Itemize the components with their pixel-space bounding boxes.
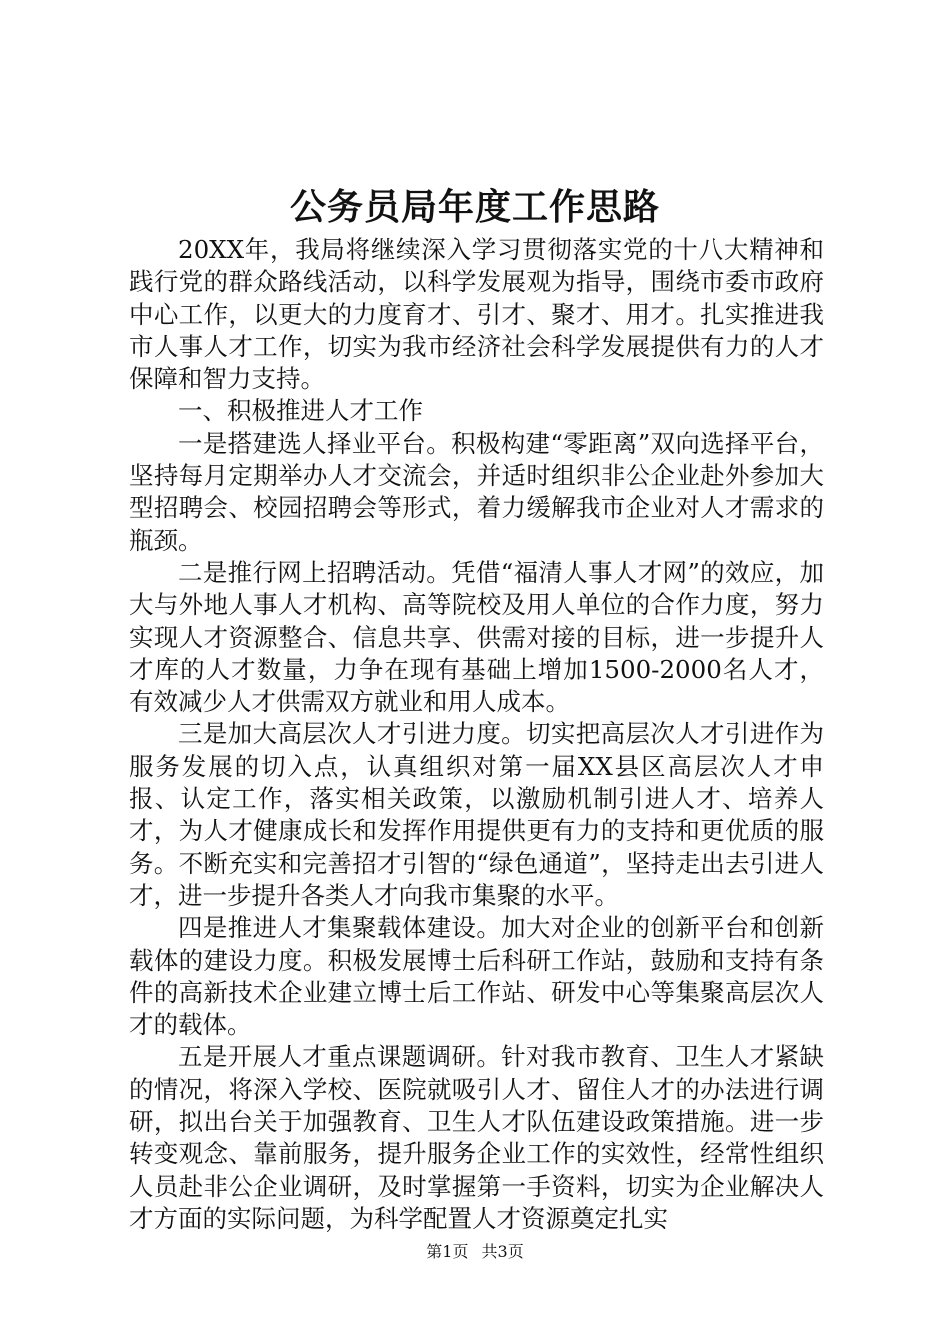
paragraph-item-2: 二是推行网上招聘活动。凭借“福清人事人才网”的效应，加大与外地人事人才机构、高等院校及用人单位的合作力度，努力实现人才资源整合、信息共享、供需对接的目标，进一步提升人才库的人才数量，力争在现有基础上增加1500-2000名人才，有效减少人才供需双方就业和用人成本。 [129, 557, 824, 717]
paragraph-item-4: 四是推进人才集聚载体建设。加大对企业的创新平台和创新载体的建设力度。积极发展博士后科研工作站，鼓励和支持有条件的高新技术企业建立博士后工作站、研发中心等集聚高层次人才的载体。 [129, 913, 824, 1040]
paragraph-item-1: 一是搭建选人择业平台。积极构建“零距离”双向选择平台，坚持每月定期举办人才交流会，并适时组织非公企业赴外参加大型招聘会、校园招聘会等形式，着力缓解我市企业对人才需求的瓶颈。 [129, 428, 824, 555]
page-footer [0, 1240, 950, 1264]
section-heading: 一、积极推进人才工作 [178, 396, 423, 426]
paragraph-item-3: 三是加大高层次人才引进力度。切实把高层次人才引进作为服务发展的切入点，认真组织对第一届XX县区高层次人才申报、认定工作，落实相关政策，以激励机制引进人才、培养人才，为人才健康成长和发挥作用提供更有力的支持和更优质的服务。不断充实和完善招才引智的“绿色通道”，坚持走出去引进人才，进一步提升各类人才向我市集聚的水平。 [129, 719, 824, 910]
page-number: 第1页 [426, 1242, 469, 1261]
paragraph-item-5: 五是开展人才重点课题调研。针对我市教育、卫生人才紧缺的情况，将深入学校、医院就吸引人才、留住人才的办法进行调研，拟出台关于加强教育、卫生人才队伍建设政策措施。进一步转变观念、靠前服务，提升服务企业工作的实效性，经常性组织人员赴非公企业调研，及时掌握第一手资料，切实为企业解决人才方面的实际问题，为科学配置人才资源奠定扎实 [129, 1042, 824, 1233]
document-body [129, 234, 824, 1235]
page-total: 共3页 [481, 1242, 524, 1261]
document-title: 公务员局年度工作思路 [289, 187, 660, 228]
paragraph-intro: 20XX年，我局将继续深入学习贯彻落实党的十八大精神和践行党的群众路线活动，以科学发展观为指导，围绕市委市政府中心工作，以更大的力度育才、引才、聚才、用才。扎实推进我市人事人才工作，切实为我市经济社会科学发展提供有力的人才保障和智力支持。 [129, 235, 824, 394]
